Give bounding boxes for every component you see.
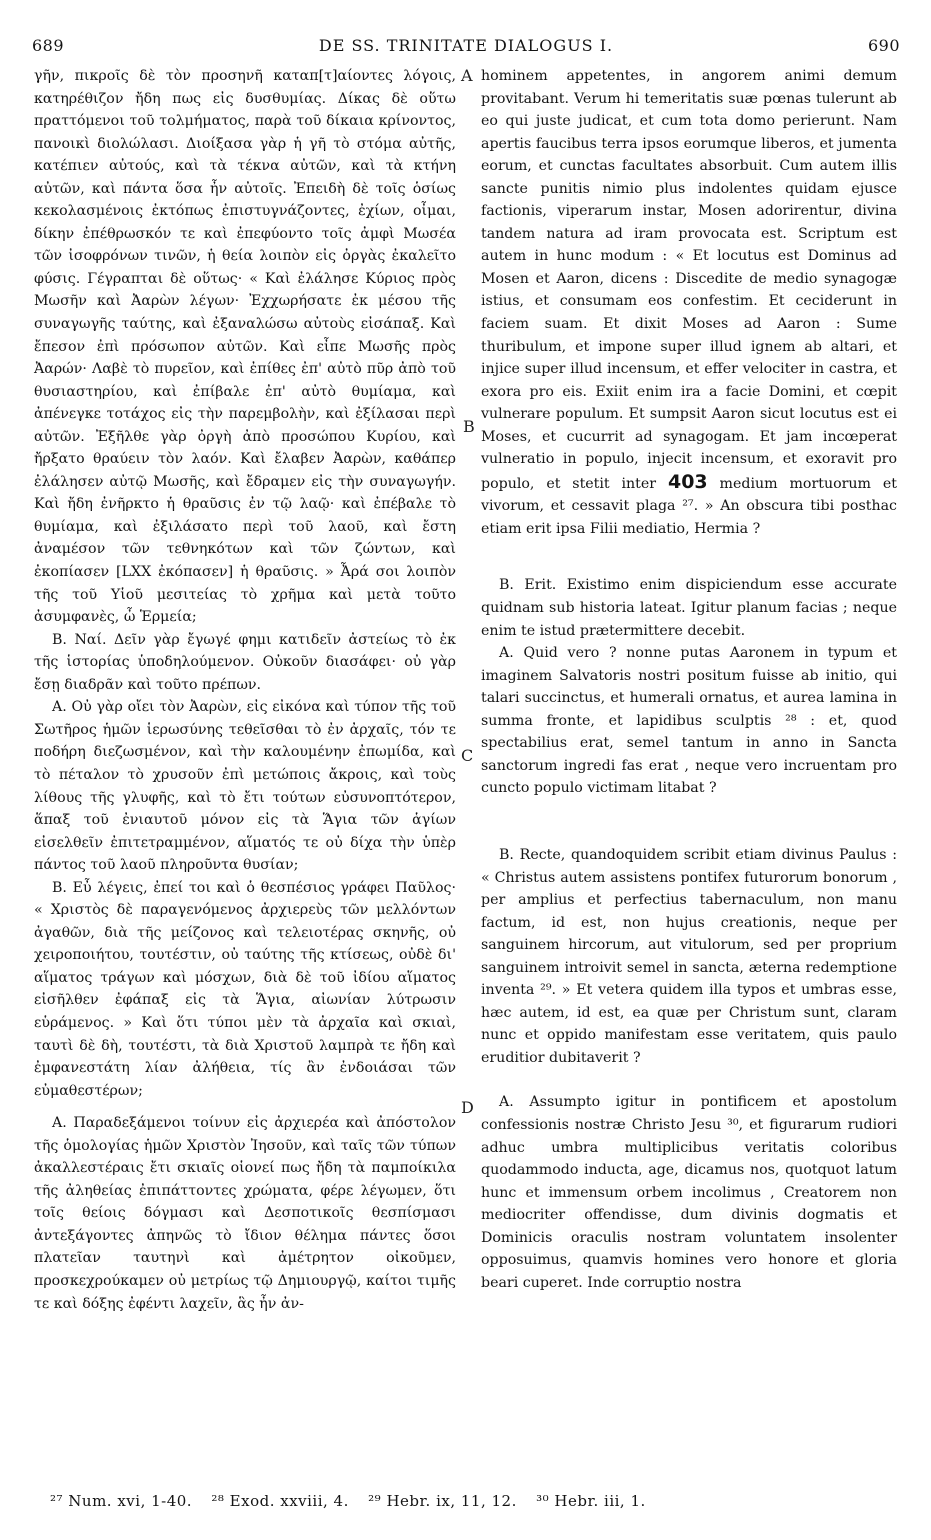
greek-paragraph: Β. Ναί. Δεῖν γὰρ ἔγωγέ φημι κατιδεῖν ἀστείως τὸ ἐκ τῆς ἱστορίας ὑποδηλούμενον. Οὐκοῦν διασάφει· οὐ γὰρ ἔσῃ διαδρᾶν καὶ τοῦτο πρέπων. xyxy=(34,631,456,693)
margin-letter-a: A xyxy=(461,66,473,85)
greek-column xyxy=(34,65,456,1315)
latin-paragraph: A. Assumpto igitur in pontificem et apostolum confessionis nostræ Christo Jesu ³⁰, et figurarum rudiori adhuc umbra multiplicibus veritatis coloribus quodammodo inducta, age, dicamus nos, quotquot latum hunc et immensum orbem incolimus , Creatorem non mediocriter offendisse, dum divinis dogmatis et Dominicis oraculis nostram voluntatem insolenter opposuimus, quamvis homines vero honore et gloria beari cuperet. Inde corruptio nostra xyxy=(481,1094,897,1291)
greek-paragraph: Β. Εὖ λέγεις, ἐπεί τοι καὶ ὁ θεσπέσιος γράφει Παῦλος· « Χριστὸς δὲ παραγενόμενος ἀρχιερεὺς τῶν μελλόντων ἀγαθῶν, διὰ τῆς μείζονος καὶ τελειοτέρας σκηνῆς, οὐ χειροποιήτου, τουτέστιν, οὐ ταύτης τῆς κτίσεως, οὐδὲ δι' αἵματος τράγων καὶ μόσχων, διὰ δὲ τοῦ ἰδίου αἵματος εἰσῆλθεν ἐφάπαξ εἰς τὰ Ἅγια, αἰωνίαν λύτρωσιν εὑράμενος. » Καὶ ὅτι τύποι μὲν τὰ ἀρχαῖα καὶ σκιαὶ, ταυτὶ δὲ δὴ, τουτέστι, τὰ διὰ Χριστοῦ λαμπρὰ τε ἤδη καὶ ἐμφανεστάτη λίαν ἀλήθεια, τίς ἂν ἐνδοιάσαι τῶν εὐμαθεστέρων; xyxy=(34,879,456,1099)
latin-column xyxy=(481,65,897,1294)
page-number-left: 689 xyxy=(32,36,65,55)
latin-text: medium mortuorum et vivorum, et cessavit plaga xyxy=(481,475,897,515)
latin-text: hominem appetentes, in angorem animi demum provitabant. Verum hi temeritatis suæ pœnas tulerunt ab eo qui juste judicat, et cum tota domo perierunt. Nam apertis faucibus terra ipsos eorumque liberos, et jumenta eorum, et cunctas facultates absorbuit. Cum autem illis sancte punitis nimio plus indolentes quidam ejusce factionis, viperarum instar, Mosen adorirentur, divina tandem natura ad iram provocata est. Scriptum est autem in hunc modum : « Et locutus est Dominus ad Mosen et Aaron, dicens : Discedite de medio synagogæ istius, et consumam eos confestim. Et ceciderunt in faciem suam. Et dixit Moses ad Aaron : Sume thuribulum, et impone super illud ignem ab altari, et injice super illud incensum, et effer velociter in castra, et exora pro eis. Exiit enim ira a facie Domini, et cœpit vulnerare populum. Et sumpsit Aaron sicut locutus est ei Moses, et cucurrit ad synagogam. Et jam incœperat vulneratio in populo, injecit incensum, et exoravit pro populo, et stetit inter xyxy=(481,68,897,492)
greek-paragraph: Α. Οὐ γὰρ οἴει τὸν Ἀαρὼν, εἰς εἰκόνα καὶ τύπον τῆς τοῦ Σωτῆρος ἡμῶν ἱερωσύνης τεθεῖσθαι τὸ ἐν ἀρχαῖς, τόν τε ποδήρη διεζωσμένον, καὶ τὴν καλουμένην ἐπωμίδα, καὶ τὸ πέταλον τὸ χρυσοῦν ἐπὶ μετώποις ἄκροις, καὶ τοὺς λίθους τῆς γλυφῆς, καὶ τὸ ἔτι τούτων εὐσυνοπτότερον, ἅπαξ τοῦ ἐνιαυτοῦ μόνον εἰς τὰ Ἅγια τῶν ἁγίων εἰσελθεῖν ἐπιτετραμμένον, αἵματός τε οὐ δίχα τὴν ὑπὲρ πάντος τοῦ λαοῦ πληροῦντα θυσίαν; xyxy=(34,699,456,874)
column-number: 403 xyxy=(667,470,708,493)
margin-letter-c: C xyxy=(461,746,474,765)
latin-paragraph: B. Erit. Existimo enim dispiciendum esse accurate quidnam sub historia lateat. Igitur planum facias ; neque enim te istud prætermittere decebit. xyxy=(481,577,897,639)
footnote: ²⁷ Num. xvi, 1-40. xyxy=(50,1492,193,1510)
latin-paragraph: B. Recte, quandoquidem scribit etiam divinus Paulus : « Christus autem assistens pontifex futurorum bonorum , per amplius et perfectius tabernaculum, non manu factum, id est, non hujus creationis, neque per sanguinem hircorum, aut vitulorum, sed per proprium sanguinem introivit semel in sancta, æterna redemptione inventa ²⁹. » Et vetera quidem illa typos et umbras esse, hæc autem, id est, ea quæ per Christum sunt, claram nunc et oppido manifestam esse veritatem, quis paulo eruditior dubitaverit ? xyxy=(481,846,897,1066)
greek-paragraph: γῆν, πικροῖς δὲ τὸν προσηνῆ καταπ[τ]αίοντες λόγοις, κατηρέθιζον ἤδη πως εἰς δυσθυμίας. Δίκας δὲ οὕτω πραττόμενοι τοῦ τολμήματος, παρὰ τοῦ δίκαια κρίνοντος, πανοικὶ διολώλασι. Διοίξασα γὰρ ἡ γῆ τὸ στόμα αὐτῆς, κατέπιεν αὐτούς, καὶ τὰ τέκνα αὐτῶν, καὶ τὰ κτήνη αὐτῶν, καὶ πάντα ὅσα ἦν αὐτοῖς. Ἐπειδὴ δὲ τοῖς ὁσίως κεκολασμένοις ἐκτόπως ἐπιστυγνάζοντες, ἐχίων, οἶμαι, δίκην ἐπέθρωσκόν τε καὶ ἐπεφύοντο τοῖς ἀμφὶ Μωσέα τῶν ἰσοφρόνων τινῶν, ἡ θεία λοιπὸν εἰς ὀργὰς ἐκαλεῖτο φύσις. Γέγραπται δὲ οὕτως· « Καὶ ἐλάλησε Κύριος πρὸς Μωσῆν καὶ Ἀαρὼν λέγων· Ἐχχωρήσατε ἐκ μέσου τῆς συναγωγῆς ταύτης, καὶ ἐξαναλώσω αὐτοὺς εἰσάπαξ. Καὶ ἔπεσον ἐπὶ πρόσωπον αὐτῶν. Καὶ εἶπε Μωσῆς πρὸς Ἀαρών· Λαβὲ τὸ πυρεῖον, καὶ ἐπίθες ἐπ' αὐτὸ πῦρ ἀπὸ τοῦ θυσιαστηρίου, καὶ ἐπίβαλε ἐπ' αὐτὸ θυμίαμα, καὶ ἀπένεγκε τοτάχος εἰς τὴν παρεμβολὴν, καὶ ἐξίλασαι περὶ αὐτῶν. Ἐξῆλθε γὰρ ὀργὴ ἀπὸ προσώπου Κυρίου, καὶ ἤρξατο θραύειν τὸν λαόν. Καὶ ἔλαβεν Ἀαρὼν, καθάπερ ἐλάλησεν αὐτῷ Μωσῆς, καὶ ἔδραμεν εἰς τὴν συναγωγήν. Καὶ ἤδη ἐνῆρκτο ἡ θραῦσις ἐν τῷ λαῷ· καὶ ἐπέβαλε τὸ θυμίαμα, καὶ ἐξιλάσατο περὶ τοῦ λαοῦ, καὶ ἔστη ἀναμέσον τῶν τεθνηκότων καὶ τῶν ζώντων, καὶ ἐκοπίασεν [LXX ἐκόπασεν] ἡ θραῦσις. » Ἆρά σοι λοιπὸν τῆς τοῦ Υἱοῦ μεσιτείας τὸ χρῆμα καὶ μετὰ τοῦτο ἀσυμφανὲς, ὦ Ἑρμεία; xyxy=(34,68,456,626)
running-header xyxy=(32,36,900,60)
page-number-right: 690 xyxy=(867,36,900,55)
margin-letter-b: B xyxy=(463,417,475,436)
footnotes xyxy=(50,1492,890,1510)
latin-paragraph: A. Quid vero ? nonne putas Aaronem in typum et imaginem Salvatoris nostri positum fuisse ab initio, qui talari succinctus, et humerali ornatus, et aurea lamina in summa fronte, et lapidibus sculptis ²⁸ : et, quod spectabilius erat, semel tantum in anno in Sancta sanctorum ingredi fas erat , neque vero incruentam pro cuncto populo victimam litabat ? xyxy=(481,645,897,797)
greek-paragraph: Α. Παραδεξάμενοι τοίνυν εἰς ἀρχιερέα καὶ ἀπόστολον τῆς ὁμολογίας ἡμῶν Χριστὸν Ἰησοῦν, καὶ ταῖς τῶν τύπων ἀκαλλεστέραις ἔτι σκιαῖς οἱονεί πως ἤδη τὰ παμποίκιλα τῆς ἀληθείας ἐπιπάττοντες χρώματα, φέρε λέγωμεν, ὅτι τοῖς θείοις δόγμασι καὶ Δεσποτικοῖς θεσπίσμασι ἀντεξάγοντες ἀπηνῶς τὸ ἴδιον θέλημα πάντες ὅσοι πλατεῖαν ταυτηνὶ καὶ ἀμέτρητον οἰκοῦμεν, προσκεχρούκαμεν οὐ μετρίως τῷ Δημιουργῷ, καίτοι τιμῆς τε καὶ δόξης ἐφέντι λαχεῖν, ἃς ἦν ἀν- xyxy=(34,1115,456,1312)
footnote: ³⁰ Hebr. iii, 1. xyxy=(536,1492,646,1510)
latin-paragraph xyxy=(481,65,897,540)
footnote-marker: ²⁷ xyxy=(682,498,694,515)
running-title: DE SS. TRINITATE DIALOGUS I. xyxy=(318,36,614,55)
footnote: ²⁸ Exod. xxviii, 4. xyxy=(211,1492,349,1510)
margin-letter-d: D xyxy=(461,1098,474,1117)
latin-text: . » An obscura tibi posthac etiam erit ipsa Filii mediatio, Hermia ? xyxy=(481,498,897,537)
footnote: ²⁹ Hebr. ix, 11, 12. xyxy=(368,1492,517,1510)
